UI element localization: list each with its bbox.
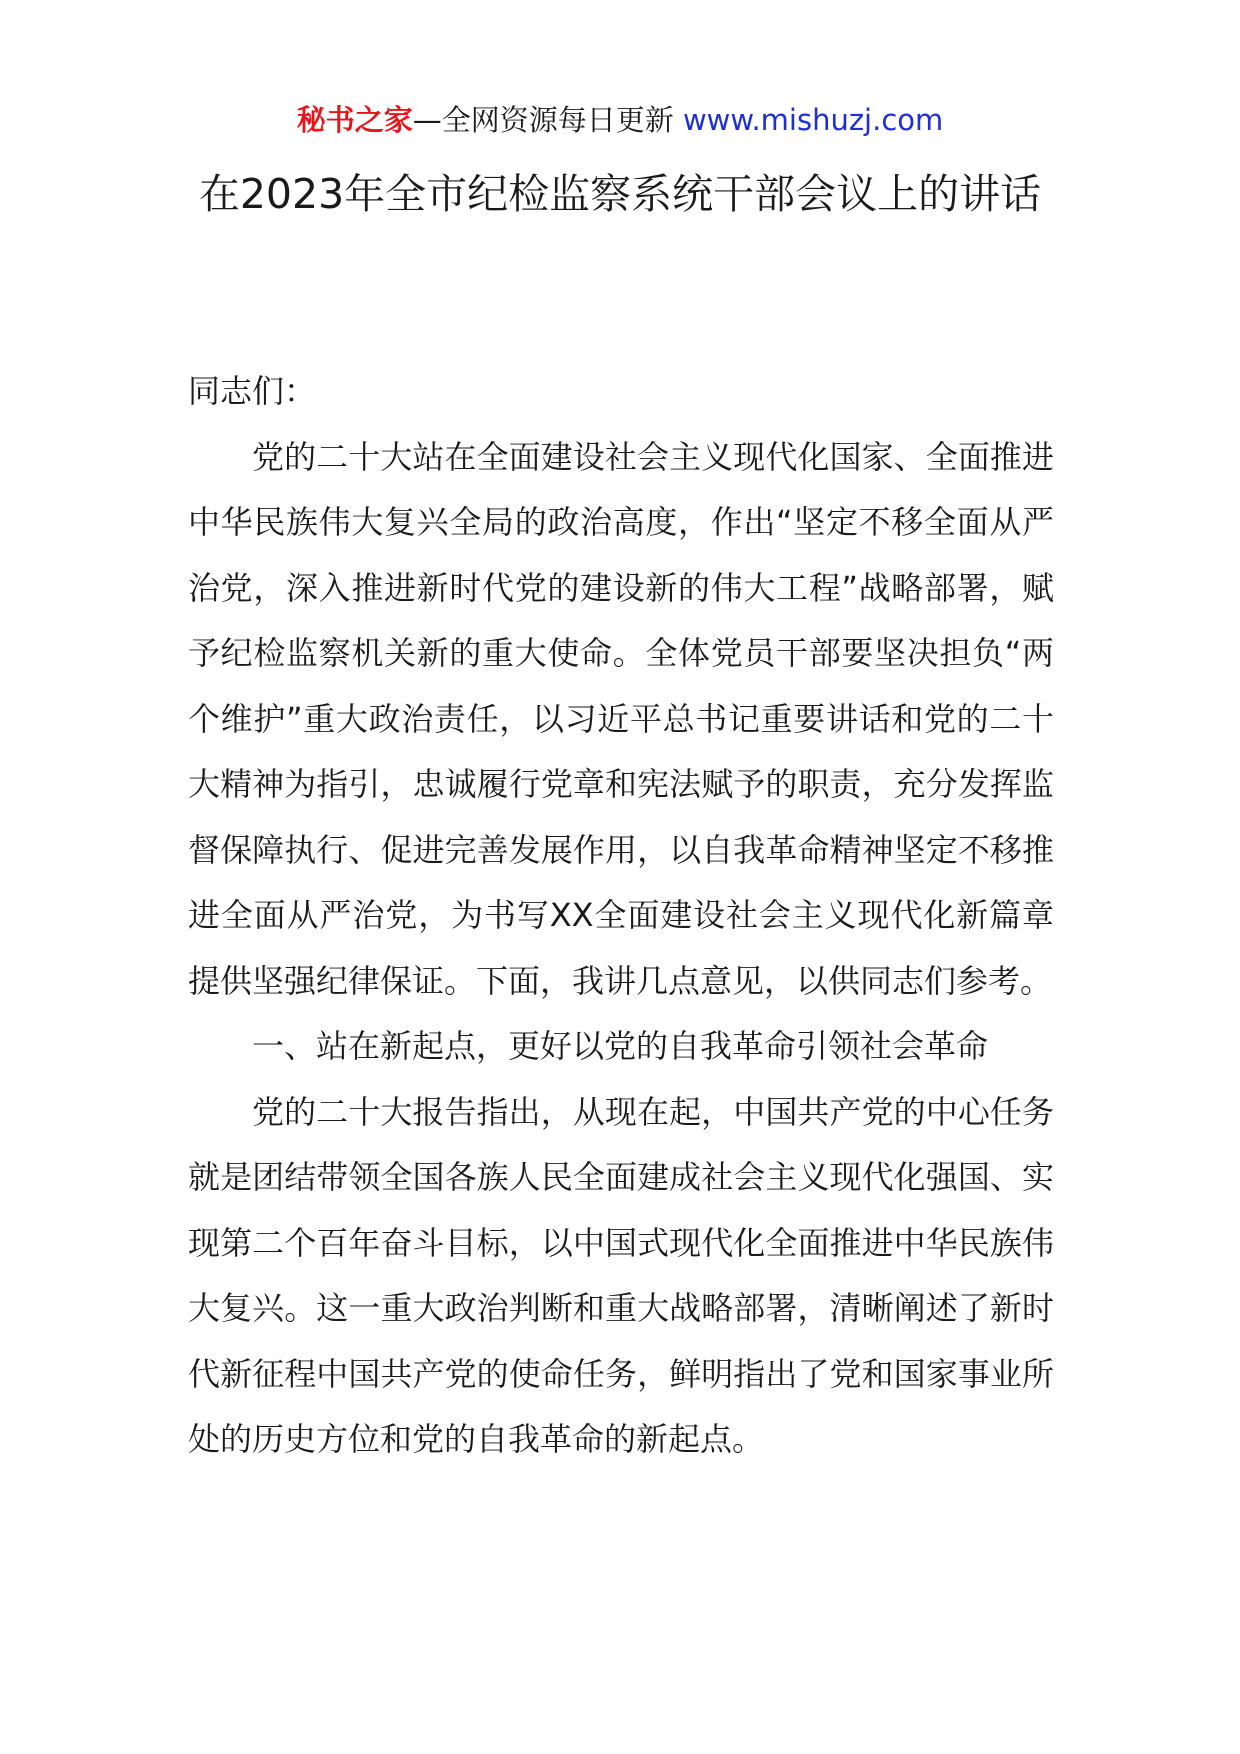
site-url-link[interactable]: www.mishuzj.com: [682, 103, 944, 137]
salutation: 同志们：: [188, 372, 317, 410]
document-body: [188, 359, 1054, 1473]
paragraph-intro: 党的二十大站在全面建设社会主义现代化国家、全面推进中华民族伟大复兴全局的政治高度，作出“坚定不移全面从严治党，深入推进新时代党的建设新的伟大工程”战略部署，赋予纪检监察机关新的重大使命。全体党员干部要坚决担负“两个维护”重大政治责任，以习近平总书记重要讲话和党的二十大精神为指引，忠诚履行党章和宪法赋予的职责，充分发挥监督保障执行、促进完善发展作用，以自我革命精神坚定不移推进全面从严治党，为书写XX全面建设社会主义现代化新篇章提供坚强纪律保证。下面，我讲几点意见，以供同志们参考。: [188, 437, 1054, 1000]
document-title: 在2023年全市纪检监察系统干部会议上的讲话: [198, 170, 1042, 218]
site-brand: 秘书之家: [296, 103, 413, 137]
section-heading-1: 一、站在新起点，更好以党的自我革命引领社会革命: [252, 1027, 989, 1065]
paragraph-section-1: 党的二十大报告指出，从现在起，中国共产党的中心任务就是团结带领全国各族人民全面建成社会主义现代化强国、实现第二个百年奋斗目标，以中国式现代化全面推进中华民族伟大复兴。这一重大政治判断和重大战略部署，清晰阐述了新时代新征程中国共产党的使命任务，鲜明指出了党和国家事业所处的历史方位和党的自我革命的新起点。: [188, 1092, 1054, 1458]
site-tagline: —全网资源每日更新: [412, 103, 674, 137]
site-header: [0, 100, 1240, 140]
